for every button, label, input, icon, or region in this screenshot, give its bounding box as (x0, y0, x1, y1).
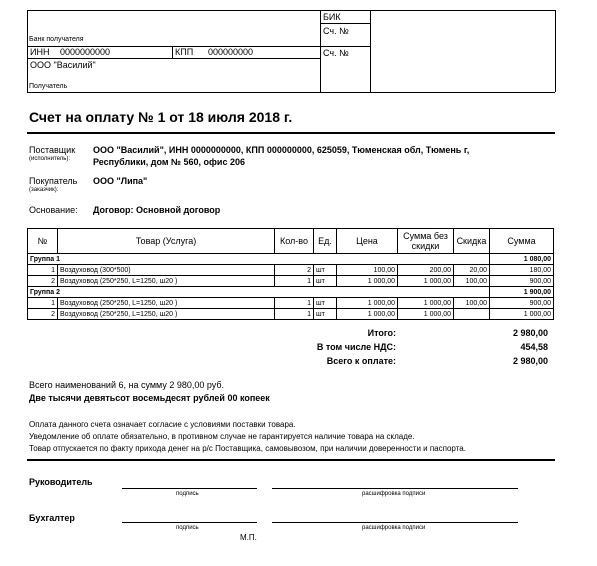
due-value: 2 980,00 (512, 356, 548, 366)
head-sign-caption: подпись (176, 491, 199, 497)
supplier-sublabel: (исполнитель): (29, 156, 71, 162)
row-num: 1 (28, 265, 58, 276)
head-decode-line (272, 488, 518, 489)
basis-label: Основание: (29, 205, 78, 215)
accountant-decode-caption: расшифровка подписи (362, 525, 426, 531)
notes-block (29, 419, 466, 455)
row-item: Воздуховод (250*250, L=1250, ш20 ) (58, 298, 275, 309)
recipient-company: ООО "Василий" (30, 60, 96, 70)
supplier-value-line2: Республики, дом № 560, офис 206 (93, 157, 245, 167)
basis-value: Договор: Основной договор (93, 205, 221, 215)
row-unit: шт (314, 309, 337, 320)
bik-label: БИК (323, 12, 341, 22)
kpp-value: 000000000 (208, 47, 254, 57)
row-num: 2 (28, 276, 58, 287)
bank-label: Банк получателя (29, 36, 84, 43)
group-sum: 1 900,00 (490, 287, 554, 298)
buyer-sublabel: (заказчик): (29, 187, 59, 193)
row-sum: 900,00 (490, 276, 554, 287)
buyer-value: ООО "Липа" (93, 176, 148, 186)
row-sum-no-discount: 1 000,00 (398, 298, 454, 309)
account-label: Сч. № (323, 26, 349, 36)
buyer-label: Покупатель (29, 176, 78, 186)
col-header-qty: Кол-во (275, 229, 314, 254)
accountant-decode-line (272, 522, 518, 523)
group-row (28, 254, 554, 265)
row-sum-no-discount: 1 000,00 (398, 276, 454, 287)
row-discount: 100,00 (454, 298, 490, 309)
col-header-discount: Скидка (454, 229, 490, 254)
col-header-sum: Сумма (490, 229, 554, 254)
accountant-label: Бухгалтер (29, 513, 75, 523)
title-underline (27, 132, 555, 134)
supplier-label: Поставщик (29, 145, 76, 155)
group-name: Группа 1 (28, 254, 490, 265)
row-qty: 2 (275, 265, 314, 276)
row-qty: 1 (275, 309, 314, 320)
table-row (28, 276, 554, 287)
total-value: 2 980,00 (512, 328, 548, 338)
row-price: 100,00 (337, 265, 398, 276)
row-unit: шт (314, 265, 337, 276)
col-header-num: № (28, 229, 58, 254)
table-header-row (28, 229, 554, 254)
row-unit: шт (314, 298, 337, 309)
invoice-title: Счет на оплату № 1 от 18 июля 2018 г. (29, 109, 293, 125)
group-row (28, 287, 554, 298)
col-header-unit: Ед. (314, 229, 337, 254)
row-sum: 1 000,00 (490, 309, 554, 320)
row-qty: 1 (275, 276, 314, 287)
row-qty: 1 (275, 298, 314, 309)
row-item: Воздуховод (250*250, L=1250, ш20 ) (58, 309, 275, 320)
head-decode-caption: расшифровка подписи (362, 491, 426, 497)
accountant-sign-line (122, 522, 257, 523)
col-header-sum-no-discount: Сумма без скидки (398, 229, 454, 254)
table-row (28, 309, 554, 320)
row-price: 1 000,00 (337, 309, 398, 320)
kpp-label: КПП (175, 47, 194, 57)
row-sum-no-discount: 1 000,00 (398, 309, 454, 320)
row-num: 2 (28, 309, 58, 320)
row-price: 1 000,00 (337, 276, 398, 287)
group-name: Группа 2 (28, 287, 490, 298)
row-sum: 900,00 (490, 298, 554, 309)
note-line: Оплата данного счета означает согласие с условиями поставки товара. (29, 420, 296, 429)
inn-value: 0000000000 (60, 47, 111, 57)
recipient-label: Получатель (29, 83, 68, 90)
due-label: Всего к оплате: (326, 356, 396, 366)
row-unit: шт (314, 276, 337, 287)
summary-line1: Всего наименований 6, на сумму 2 980,00 руб. (29, 380, 225, 390)
row-item: Воздуховод (250*250, L=1250, ш20 ) (58, 276, 275, 287)
account2-label: Сч. № (323, 48, 349, 58)
notes-underline (27, 459, 555, 461)
row-sum: 180,00 (490, 265, 554, 276)
note-line: Товар отпускается по факту прихода денег на р/с Поставщика, самовывозом, при наличии доверенности и паспорта. (29, 444, 466, 453)
table-row (28, 298, 554, 309)
head-label: Руководитель (29, 477, 93, 487)
inn-label: ИНН (30, 47, 50, 57)
row-sum-no-discount: 200,00 (398, 265, 454, 276)
vat-value: 454,58 (520, 342, 548, 352)
stamp-label: М.П. (240, 533, 257, 542)
row-price: 1 000,00 (337, 298, 398, 309)
vat-label: В том числе НДС: (316, 342, 396, 352)
row-discount (454, 309, 490, 320)
row-item: Воздуховод (300*500) (58, 265, 275, 276)
col-header-item: Товар (Услуга) (58, 229, 275, 254)
goods-table (27, 228, 554, 320)
row-discount: 100,00 (454, 276, 490, 287)
total-label: Итого: (367, 328, 396, 338)
table-row (28, 265, 554, 276)
supplier-value-line1: ООО "Василий", ИНН 0000000000, КПП 000000000, 625059, Тюменская обл, Тюмень г, (93, 145, 470, 155)
col-header-price: Цена (337, 229, 398, 254)
row-num: 1 (28, 298, 58, 309)
row-discount: 20,00 (454, 265, 490, 276)
head-sign-line (122, 488, 257, 489)
accountant-sign-caption: подпись (176, 525, 199, 531)
note-line: Уведомление об оплате обязательно, в противном случае не гарантируется наличие товара на складе. (29, 432, 415, 441)
group-sum: 1 080,00 (490, 254, 554, 265)
summary-line2: Две тысячи девятьсот восемьдесят рублей 00 копеек (29, 393, 270, 403)
